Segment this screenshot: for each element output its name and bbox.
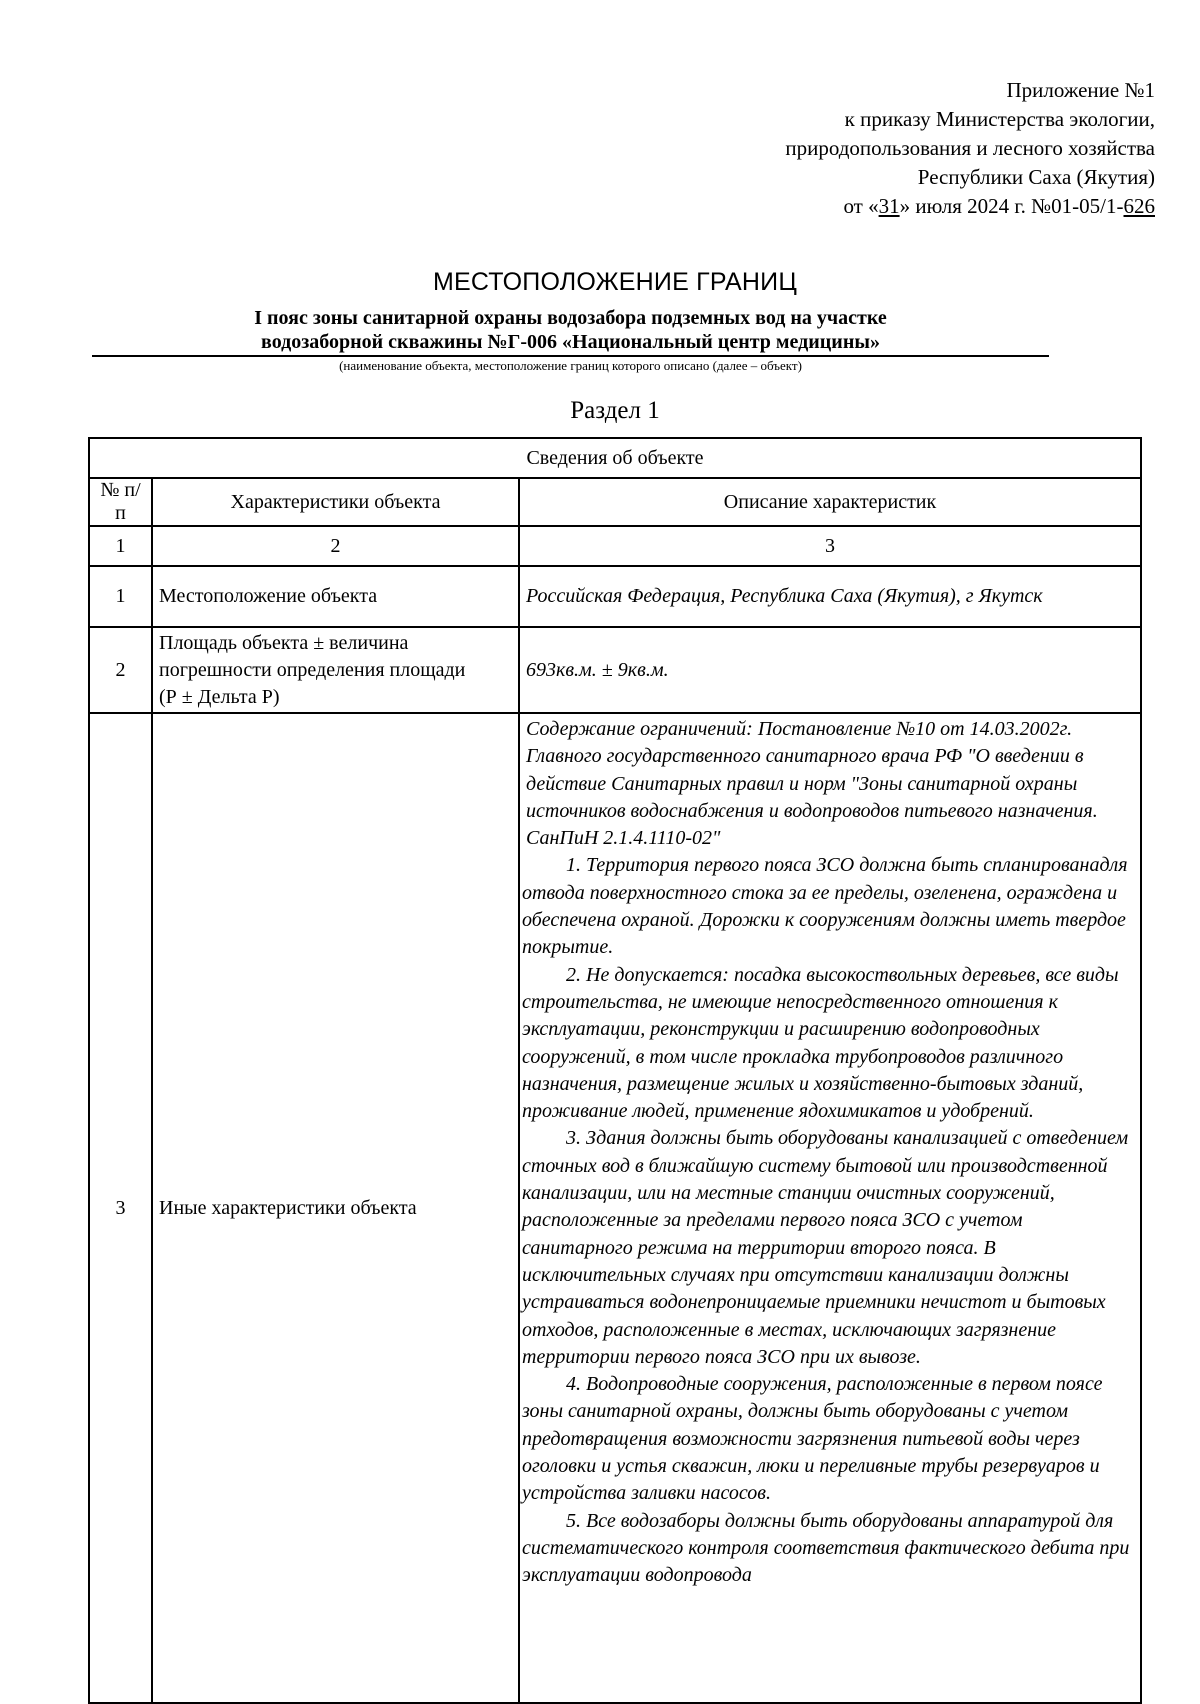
restriction-item (522, 962, 1136, 1126)
item-number: 1. (566, 854, 581, 877)
row-description: Российская Федерация, Республика Саха (Якутия), г Якутск (519, 566, 1141, 627)
item-text: Водопроводные сооружения, расположенные в первом поясе зоны санитарной охраны, должны быть оборудованы с учетом предотвращения возможности загрязнения питьевой воды через оголовки и устья скважин, люки и переливные трубы резервуаров и устройства заливки насосов. (522, 1373, 1103, 1505)
table-row (89, 566, 1141, 627)
table-header-row (89, 478, 1141, 526)
table-column-numbers-row (89, 526, 1141, 566)
item-number: 2. (566, 963, 581, 986)
row-number: 1 (89, 566, 152, 627)
column-number-3: 3 (519, 526, 1141, 566)
header-description: Описание характеристик (519, 478, 1141, 526)
table-caption-row (89, 438, 1141, 478)
order-day: 31 (878, 194, 900, 218)
row-number: 3 (89, 713, 152, 1703)
item-text: Здания должны быть оборудованы канализацией с отведением сточных вод в ближайшую систему бытовой или производственной канализации, или на местные станции очистных сооружений, расположенные за пределами первого пояса ЗСО с учетом санитарного режима на территории второго пояса. В исключительных случаях при отсутствии канализации должны устраиваться водонепроницаемые приемники нечистот и бытовых отходов, расположенные в местах, исключающих загрязнение территории первого пояса ЗСО при их вывозе. (522, 1127, 1129, 1368)
table-row (89, 627, 1141, 713)
object-info-table (88, 437, 1142, 1704)
row-characteristic: Иные характеристики объекта (152, 713, 519, 1703)
date-middle: » июля 2024 г. №01-05/1- (899, 194, 1124, 218)
appendix-line-3: природопользования и лесного хозяйства (785, 136, 1155, 160)
restriction-item (522, 1371, 1136, 1507)
header-characteristic: Характеристики объекта (152, 478, 519, 526)
item-number: 3. (566, 1127, 581, 1150)
object-name-line-1: I пояс зоны санитарной охраны водозабора подземных вод на участке (254, 307, 887, 329)
restriction-item (522, 1508, 1136, 1590)
characteristic-line-2: погрешности определения площади (159, 658, 466, 681)
item-number: 5. (566, 1509, 581, 1532)
row-description: 693кв.м. ± 9кв.м. (519, 627, 1141, 713)
row-number: 2 (89, 627, 152, 713)
row-description (519, 713, 1141, 1703)
row-characteristic: Местоположение объекта (152, 566, 519, 627)
restrictions-lead: Содержание ограничений: Постановление №10 от 14.03.2002г. Главного государственного санитарного врача РФ "О введении в действие Санитарных правил и норм "Зоны санитарной охраны источников водоснабжения и водопроводов питьевого назначения. СанПиН 2.1.4.1110-02" (526, 718, 1098, 850)
appendix-line-2: к приказу Министерства экологии, (844, 107, 1155, 131)
object-caption: (наименование объекта, местоположение границ которого описано (далее – объект) (339, 358, 802, 373)
object-name (92, 306, 1049, 357)
item-number: 4. (566, 1373, 581, 1396)
table-row (89, 713, 1141, 1703)
appendix-line-1: Приложение №1 (1006, 78, 1155, 102)
object-name-line-2: водозаборной скважины №Г-006 «Национальный центр медицины» (261, 331, 880, 353)
order-number: 626 (1123, 194, 1155, 218)
appendix-block (785, 76, 1155, 221)
header-number: № п/п (89, 478, 152, 526)
item-text: Территория первого пояса ЗСО должна быть спланированадля отвода поверхностного стока за ее пределы, озеленена, ограждена и обеспечена охраной. Дорожки к сооружениям должны иметь твердое покрытие. (522, 854, 1128, 959)
table-caption: Сведения об объекте (89, 438, 1141, 478)
characteristic-line-1: Площадь объекта ± величина (159, 631, 409, 654)
characteristic-line-3: (Р ± Дельта Р) (159, 685, 280, 708)
item-text: Все водозаборы должны быть оборудованы аппаратурой для систематического контроля соответствия фактического дебита при эксплуатации водопровода (522, 1509, 1130, 1587)
section-title: Раздел 1 (570, 397, 660, 424)
appendix-date-line (785, 192, 1155, 221)
column-number-2: 2 (152, 526, 519, 566)
row-characteristic (152, 627, 519, 713)
column-number-1: 1 (89, 526, 152, 566)
appendix-line-4: Республики Саха (Якутия) (917, 165, 1155, 189)
restriction-item (522, 1125, 1136, 1371)
date-prefix: от « (843, 194, 879, 218)
restriction-item (522, 852, 1136, 961)
document-title: МЕСТОПОЛОЖЕНИЕ ГРАНИЦ (432, 268, 798, 296)
item-text: Не допускается: посадка высокоствольных деревьев, все виды строительства, не имеющие непосредственного отношения к эксплуатации, реконструкции и расширению водопроводных сооружений, в том числе прокладка трубопроводов различного назначения, размещение жилых и хозяйственно-бытовых зданий, проживание людей, применение ядохимикатов и удобрений. (522, 963, 1119, 1123)
